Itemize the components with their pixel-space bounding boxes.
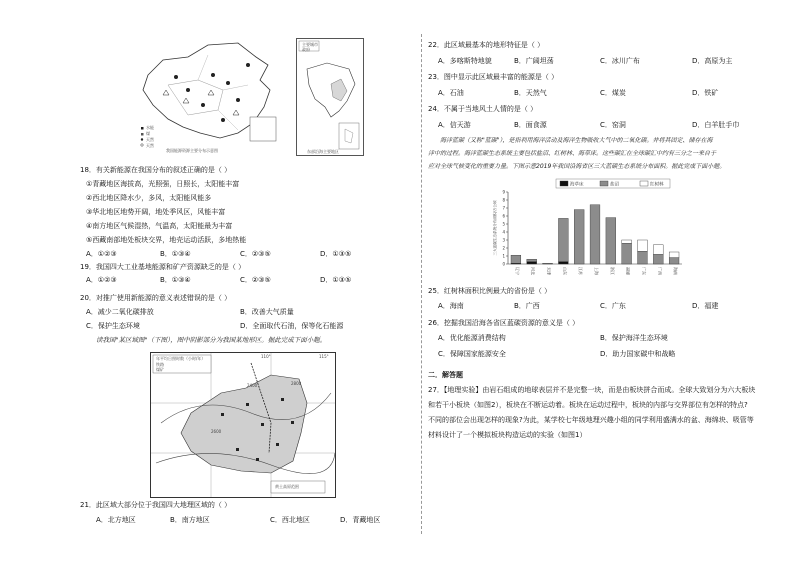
region-map-intro: 读我国"某区域图"（下图），图中阴影部分为我国某地形区。据此完成下面小题。 (96, 336, 327, 344)
chart-y-tick-label: 0 (502, 261, 505, 267)
q18-option-a[interactable]: A．①②③ (86, 250, 117, 258)
chart-legend-swatch (640, 181, 648, 186)
q26-option-c[interactable]: C．保障国家能源安全 (438, 350, 506, 358)
q25-option-c[interactable]: C．广东 (600, 302, 626, 310)
blue-carbon-line-3: 应对全球气候变化的重要力量。下图示意2019年我国沿海省区三大蓝碳生态系统分布面积。据此完成下面小题。 (428, 163, 726, 170)
q22-stem: 22．此区域最基本的地形特征是（ ） (428, 41, 545, 49)
q25-option-d[interactable]: D．福建 (692, 302, 719, 310)
blue-carbon-line-2: 洋中的过程。海洋蓝碳生态系统主要包括盐沼、红树林、海草床。这些碳汇在全球碳汇中约有三分之一来自于 (428, 150, 717, 157)
chart-y-tick-label: 9 (502, 189, 505, 195)
q20-option-c[interactable]: C．保护生态环境 (86, 322, 140, 330)
map2-legend-2: 政府 (302, 47, 310, 52)
chart-y-tick-label: 5 (502, 221, 505, 227)
q18-option-d[interactable]: D．①③⑤ (320, 250, 352, 258)
q23-option-a[interactable]: A．石油 (438, 89, 464, 97)
map3-label-110: 110° (261, 354, 271, 359)
chart-x-tick-label: 福建 (625, 267, 631, 275)
q18-option-c[interactable]: C．②③⑤ (240, 250, 271, 258)
q22-option-b[interactable]: B．广阔坦荡 (514, 57, 554, 65)
blue-carbon-line-1: 海洋蓝碳（又称"蓝碳"），是指利用海洋活动及海洋生物吸收大气中的二氧化碳。并将其固定、储存在海 (440, 137, 713, 144)
q21-option-d[interactable]: D．青藏地区 (340, 516, 381, 524)
q21-option-c[interactable]: C．西北地区 (270, 516, 310, 524)
q26-option-d[interactable]: D．助力国家碳中和战略 (600, 350, 676, 358)
q22-option-d[interactable]: D．高原为主 (692, 57, 733, 65)
chart-x-tick-label: 山东 (562, 267, 568, 275)
energy-distribution-map (127, 34, 286, 154)
blue-carbon-chart-svg (490, 178, 690, 282)
map1-legend-1: 水能 (146, 125, 154, 130)
map1-legend-4: 天然 (146, 143, 154, 148)
q23-stem: 23．图中显示此区域最丰富的能源是（ ） (428, 73, 559, 81)
chart-y-tick-label: 2 (502, 245, 505, 251)
q19-option-b[interactable]: B．①③④ (160, 276, 191, 284)
q18-item-2: ②西北地区降水少，多风，太阳能风能多 (86, 194, 212, 202)
map1-legend-3: 天然 (146, 137, 154, 142)
loess-plateau-map (150, 352, 336, 498)
map2-caption: 东部沿海主要地区 (307, 149, 339, 154)
q20-option-a[interactable]: A．减少二氧化碳排放 (86, 308, 154, 316)
chart-legend-label: 盐沼 (610, 182, 619, 188)
chart-bar (527, 262, 537, 264)
q26-option-b[interactable]: B．保护海洋生态环境 (600, 334, 668, 342)
chart-bar (558, 262, 568, 264)
q20-stem: 20．对推广使用新能源的意义表述错误的是（ ） (80, 294, 232, 302)
map3-label-2600: 2600 (211, 429, 222, 434)
q26-option-a[interactable]: A．优化能源消费结构 (438, 334, 506, 342)
q23-option-c[interactable]: C．煤炭 (600, 89, 626, 97)
q18-option-b[interactable]: B．①③④ (160, 250, 191, 258)
map3-legend-3: 煤矿 (156, 367, 164, 372)
q27-line-4: 材料设计了一个模拟板块构造运动的实验（如图1） (428, 431, 587, 439)
chart-y-tick-label: 6 (502, 213, 505, 219)
q19-option-d[interactable]: D．①③⑤ (320, 276, 352, 284)
q18-item-3: ③华北地区地势开阔，地处季风区，风能丰富 (86, 208, 226, 216)
map3-label-115: 115° (319, 354, 329, 359)
q19-stem: 19．我国四大工业基地能源和矿产资源缺乏的是（ ） (80, 263, 246, 271)
chart-bar (543, 263, 553, 264)
q18-item-5: ⑤西藏南部地处板块交界，地壳运动活跃，多地热能 (86, 236, 247, 244)
chart-x-tick-label: 广东 (641, 267, 647, 275)
q22-option-a[interactable]: A．多喀斯特地貌 (438, 57, 492, 65)
q22-option-c[interactable]: C．冰川广布 (600, 57, 640, 65)
q24-option-c[interactable]: C．窑洞 (600, 121, 626, 129)
q25-option-b[interactable]: B．广西 (514, 302, 540, 310)
china-map-graphic (128, 35, 285, 153)
map2-legend-1: 主要城市 (302, 42, 318, 47)
chart-bar (638, 251, 648, 264)
q24-option-d[interactable]: D．白羊肚手巾 (692, 121, 740, 129)
chart-y-tick-label: 3 (502, 237, 505, 243)
chart-x-tick-label: 辽宁 (514, 267, 520, 275)
q18-item-1: ①青藏地区海拔高，光照强，日照长，太阳能丰富 (86, 180, 240, 188)
q27-line-2: 和若干小板块（如图2），板块在不断运动着。板块在运动过程中，板块的内部与交界部位有怎样的特点? (428, 401, 748, 409)
section-heading: 二．解答题 (428, 371, 463, 379)
q19-option-c[interactable]: C．②③⑤ (240, 276, 271, 284)
chart-legend-label: 海草床 (570, 182, 584, 188)
blue-carbon-chart (490, 178, 690, 282)
loess-map-graphic (151, 353, 335, 497)
chart-y-tick-label: 4 (502, 229, 505, 235)
q21-option-b[interactable]: B．南方地区 (170, 516, 210, 524)
q26-stem: 26．挖掘我国沿海各省区蓝碳资源的意义是（ ） (428, 319, 580, 327)
chart-bar (653, 245, 663, 255)
q20-option-b[interactable]: B．改善大气质量 (240, 308, 294, 316)
map3-legend-1: 年平均日照时数（小时/年） (156, 356, 206, 361)
q19-option-a[interactable]: A．①②③ (86, 276, 117, 284)
chart-x-tick-label: 上海 (594, 267, 599, 275)
chart-bar (574, 210, 584, 264)
chart-legend-swatch (600, 181, 608, 186)
q24-option-b[interactable]: B．面食源 (514, 121, 547, 129)
map3-label-2400: 2400 (247, 383, 258, 388)
chart-bar (622, 240, 632, 243)
coastal-region-map (296, 38, 364, 156)
q20-option-d[interactable]: D．全面取代石油，保等化石能源 (240, 322, 344, 330)
q27-line-3: 不同的部位会出现怎样的现象?为此，某学校七年级地理兴趣小组的同学利用盛满水的盆、海绵块、吸管等 (428, 416, 754, 424)
chart-legend-swatch (560, 181, 568, 186)
chart-bar (669, 252, 679, 258)
chart-x-tick-label: 海南 (673, 267, 679, 275)
map3-legend-2: 铁路 (156, 362, 164, 367)
chart-x-tick-label: 江苏 (578, 267, 584, 275)
chart-bar (511, 255, 521, 263)
chart-bar (669, 258, 679, 264)
q27-line-1: 27．【地理实验】由岩石组成的地球表层并不是完整一块，而是由板块拼合而成。全球大致划分为六大板块 (428, 386, 756, 394)
chart-y-tick-label: 8 (502, 197, 505, 203)
chart-x-tick-label: 河北 (530, 267, 536, 275)
q25-option-a[interactable]: A．海南 (438, 302, 464, 310)
map1-legend-2: 煤 (146, 131, 150, 136)
column-divider (421, 34, 422, 534)
chart-legend-label: 红树林 (650, 182, 664, 188)
q18-item-4: ④南方地区气候湿热，气温高，太阳能最为丰富 (86, 222, 233, 230)
chart-bar (558, 218, 568, 261)
coastal-map-graphic (297, 39, 363, 155)
chart-x-tick-label: 浙江 (609, 267, 615, 275)
map1-caption: 我国能源资源主要分布示意图 (166, 148, 218, 153)
chart-y-tick-label: 7 (502, 205, 505, 211)
chart-bar (606, 218, 616, 264)
chart-bar (622, 243, 632, 264)
map3-label-2800: 2800 (291, 381, 302, 386)
chart-bar (653, 254, 663, 264)
q23-option-b[interactable]: B．天然气 (514, 89, 547, 97)
chart-y-label: 三大蓝碳生态系统分布面积/万公顷 (493, 200, 497, 256)
chart-bar (527, 259, 537, 261)
chart-y-tick-label: 1 (502, 253, 505, 259)
chart-bar (638, 240, 648, 251)
q25-stem: 25．红树林面积比例最大的省份是（ ） (428, 287, 552, 295)
q21-stem: 21．此区域大部分位于我国四大地理区域的（ ） (80, 501, 232, 509)
q24-option-a[interactable]: A．信天游 (438, 121, 471, 129)
chart-x-tick-label: 广西 (657, 267, 663, 275)
q18-stem: 18．有关新能源在我国分布的叙述正确的是（ ） (80, 166, 232, 174)
q23-option-d[interactable]: D．铁矿 (692, 89, 719, 97)
q21-option-a[interactable]: A．北方地区 (96, 516, 136, 524)
chart-bar (590, 205, 600, 264)
chart-x-tick-label: 天津 (546, 267, 552, 275)
q24-stem: 24．不属于当地风土人情的是（ ） (428, 105, 538, 113)
map3-bottom-label: 黄土高原范围 (275, 484, 299, 489)
